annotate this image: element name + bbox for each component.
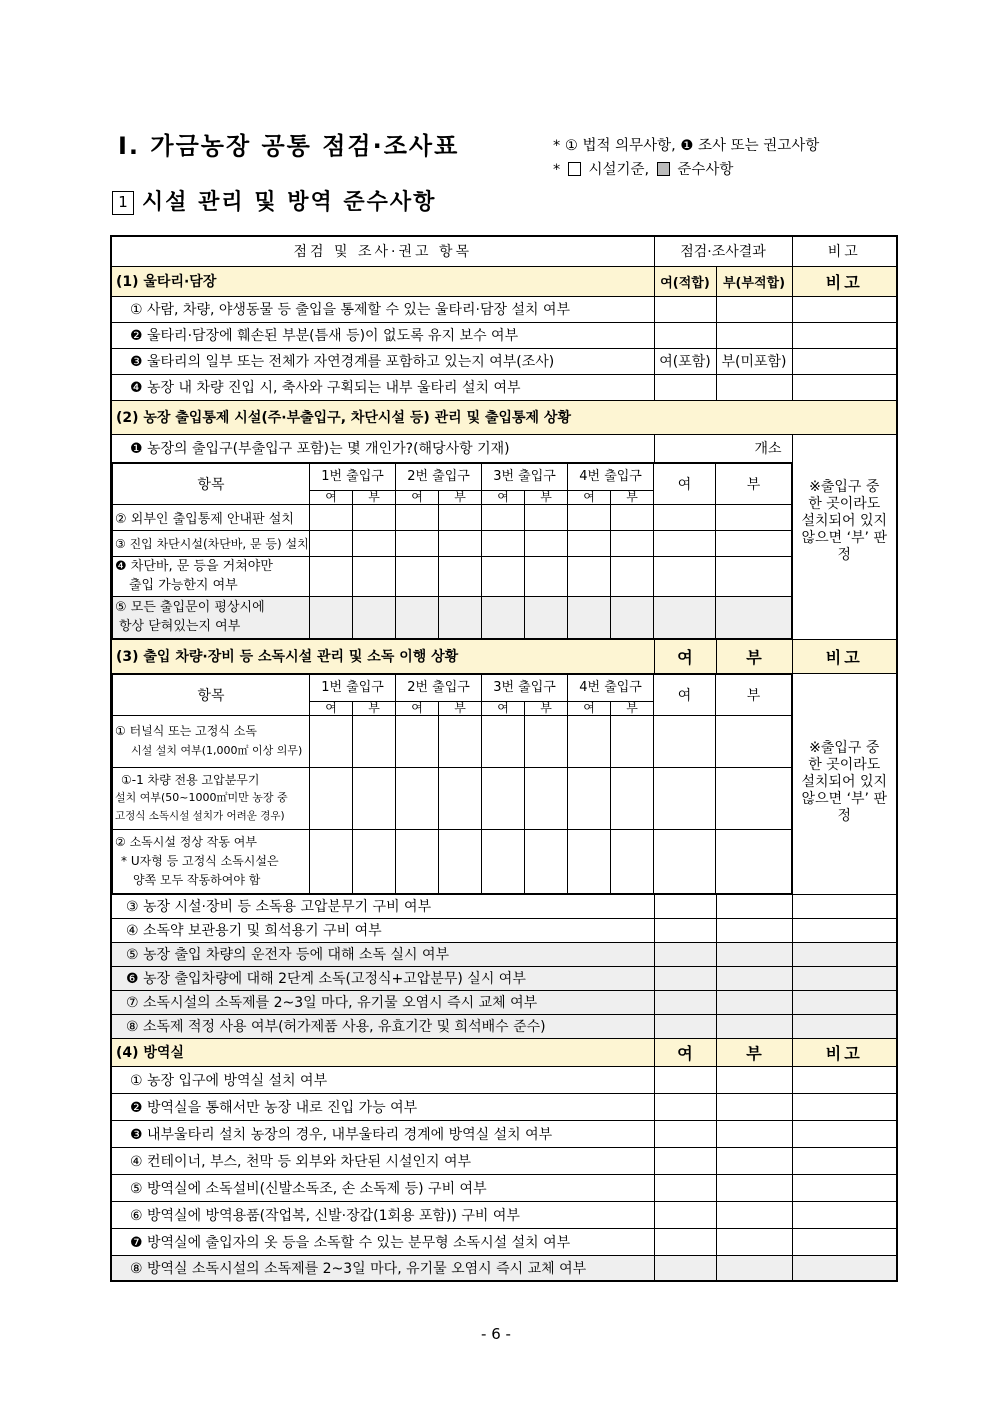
s2-cell[interactable] bbox=[439, 596, 482, 638]
s3-no-cell[interactable] bbox=[716, 942, 792, 966]
s3-grid-row bbox=[111, 673, 897, 894]
s3-remark-cell[interactable] bbox=[792, 942, 897, 966]
s3-cell[interactable] bbox=[654, 767, 716, 829]
s1-item-4: ❹ 농장 내 차량 진입 시, 축사와 구획되는 내부 울타리 설치 여부 bbox=[111, 374, 654, 400]
s2-cell[interactable] bbox=[568, 504, 611, 530]
s3-gate-3: 3번 출입구 bbox=[482, 674, 568, 701]
s3-cell[interactable] bbox=[310, 829, 353, 893]
s2-cell[interactable] bbox=[716, 504, 792, 530]
s2-cell[interactable] bbox=[525, 530, 568, 556]
s3-no-cell[interactable] bbox=[716, 1014, 792, 1038]
section-1-no: 부(부적합) bbox=[716, 266, 792, 296]
s2-cell[interactable] bbox=[482, 504, 525, 530]
legend-facility-standard: 시설기준, bbox=[583, 162, 654, 178]
s2-item-4 bbox=[113, 556, 310, 596]
s3-col-item: 항목 bbox=[113, 674, 310, 715]
s3-cell[interactable] bbox=[611, 767, 654, 829]
s2-cell[interactable] bbox=[611, 530, 654, 556]
s4-no-cell[interactable] bbox=[716, 1147, 792, 1174]
section-4-remark: 비고 bbox=[792, 1038, 897, 1066]
s2-gate-count-question: ❶ 농장의 출입구(부출입구 포함)는 몇 개인가?(해당사항 기재) bbox=[111, 434, 654, 462]
s4-remark-cell[interactable] bbox=[792, 1228, 897, 1255]
s4-remark-cell[interactable] bbox=[792, 1093, 897, 1120]
s2-cell[interactable] bbox=[482, 556, 525, 596]
s4-remark-cell[interactable] bbox=[792, 1174, 897, 1201]
s1-yes-cell[interactable] bbox=[654, 322, 716, 348]
s3-cell[interactable] bbox=[716, 767, 792, 829]
s4-yes-cell[interactable] bbox=[654, 1120, 716, 1147]
s3-gate-4: 4번 출입구 bbox=[568, 674, 654, 701]
section-1-yes: 여(적합) bbox=[654, 266, 716, 296]
s4-item-3: ❸ 내부울타리 설치 농장의 경우, 내부울타리 경계에 방역실 설치 여부 bbox=[111, 1120, 654, 1147]
s3-item-1-1-line-2: 설치 여부(50~1000㎡미만 농장 중 bbox=[115, 791, 288, 804]
s2-cell[interactable] bbox=[654, 556, 716, 596]
s4-item-2: ❷ 방역실을 통해서만 농장 내로 진입 가능 여부 bbox=[111, 1093, 654, 1120]
s3-cell[interactable] bbox=[568, 829, 611, 893]
table-row bbox=[113, 530, 792, 556]
table-row bbox=[111, 942, 897, 966]
s3-item-4: ④ 소독약 보관용기 및 희석용기 구비 여부 bbox=[111, 918, 654, 942]
s4-remark-cell[interactable] bbox=[792, 1255, 897, 1281]
s3-cell[interactable] bbox=[654, 829, 716, 893]
s4-yes-cell[interactable] bbox=[654, 1228, 716, 1255]
s3-yn-yes: 여 bbox=[310, 701, 353, 715]
s2-yn-yes: 여 bbox=[310, 490, 353, 504]
s3-cell[interactable] bbox=[482, 715, 525, 767]
s4-remark-cell[interactable] bbox=[792, 1201, 897, 1228]
s2-yn-yes: 여 bbox=[396, 490, 439, 504]
table-row bbox=[111, 1120, 897, 1147]
s2-cell[interactable] bbox=[716, 596, 792, 638]
s2-item-3: ③ 진입 차단시설(차단바, 문 등) 설치 bbox=[113, 530, 310, 556]
s1-no-cell[interactable] bbox=[716, 296, 792, 322]
s3-note: ※출입구 중 한 곳이라도 설치되어 있지 않으면 ‘부’ 판정 bbox=[792, 673, 897, 894]
white-square-icon bbox=[568, 162, 581, 176]
s3-item-1-1-line-3: 고정식 소독시설 설치가 어려운 경우) bbox=[115, 810, 285, 822]
s2-cell[interactable] bbox=[568, 596, 611, 638]
table-row bbox=[111, 434, 897, 462]
s2-cell[interactable] bbox=[353, 596, 396, 638]
table-row bbox=[111, 1255, 897, 1281]
s3-yes-cell[interactable] bbox=[654, 990, 716, 1014]
section-4-title: (4) 방역실 bbox=[111, 1038, 654, 1066]
s1-remark-cell[interactable] bbox=[792, 348, 897, 374]
s3-item-1-line-1: ① 터널식 또는 고정식 소독 bbox=[115, 724, 257, 738]
s2-item-2: ② 외부인 출입통제 안내판 설치 bbox=[113, 504, 310, 530]
table-row bbox=[113, 596, 792, 638]
s3-item-1-line-2: 시설 설치 여부(1,000㎡ 이상 의무) bbox=[131, 744, 303, 757]
section-title-text: 시설 관리 및 방역 준수사항 bbox=[142, 190, 437, 215]
legend-compliance: 준수사항 bbox=[672, 162, 734, 178]
s4-item-1: ① 농장 입구에 방역실 설치 여부 bbox=[111, 1066, 654, 1093]
s4-no-cell[interactable] bbox=[716, 1066, 792, 1093]
s3-remark-cell[interactable] bbox=[792, 966, 897, 990]
s3-no-cell[interactable] bbox=[716, 990, 792, 1014]
s4-remark-cell[interactable] bbox=[792, 1147, 897, 1174]
s2-gate-4: 4번 출입구 bbox=[568, 463, 654, 490]
s4-yes-cell[interactable] bbox=[654, 1093, 716, 1120]
s3-yes-cell[interactable] bbox=[654, 918, 716, 942]
s4-yes-cell[interactable] bbox=[654, 1147, 716, 1174]
s3-item-2 bbox=[113, 829, 310, 893]
s2-gate-header bbox=[113, 463, 792, 490]
s4-no-cell[interactable] bbox=[716, 1255, 792, 1281]
s3-yn-no: 부 bbox=[439, 701, 482, 715]
s4-no-cell[interactable] bbox=[716, 1093, 792, 1120]
s2-yn-no: 부 bbox=[611, 490, 654, 504]
s3-cell[interactable] bbox=[482, 829, 525, 893]
s2-item-5-line-1: ⑤ 모든 출입문이 평상시에 bbox=[115, 600, 265, 615]
gray-square-icon bbox=[657, 162, 670, 176]
s2-gate-count-unit[interactable]: 개소 bbox=[654, 434, 792, 462]
s2-col-no: 부 bbox=[716, 463, 792, 504]
s3-cell[interactable] bbox=[396, 829, 439, 893]
s1-item-1: ① 사람, 차량, 야생동물 등 출입을 통제할 수 있는 울타리·담장 설치 여부 bbox=[111, 296, 654, 322]
table-row bbox=[111, 1174, 897, 1201]
s2-cell[interactable] bbox=[716, 530, 792, 556]
s3-cell[interactable] bbox=[654, 715, 716, 767]
s2-item-4-line-2: 출입 가능한지 여부 bbox=[129, 578, 238, 593]
s3-item-1 bbox=[113, 715, 310, 767]
s2-cell[interactable] bbox=[396, 556, 439, 596]
s4-item-7: ❼ 방역실에 출입자의 옷 등을 소독할 수 있는 분무형 소독시설 설치 여부 bbox=[111, 1228, 654, 1255]
s2-gate-grid bbox=[112, 463, 792, 639]
s3-cell[interactable] bbox=[439, 715, 482, 767]
section-title bbox=[112, 185, 436, 216]
s3-no-cell[interactable] bbox=[716, 894, 792, 918]
s2-item-5 bbox=[113, 596, 310, 638]
s4-yes-cell[interactable] bbox=[654, 1201, 716, 1228]
s2-cell[interactable] bbox=[396, 530, 439, 556]
s4-no-cell[interactable] bbox=[716, 1228, 792, 1255]
s2-grid-cell bbox=[111, 462, 792, 639]
s3-cell[interactable] bbox=[396, 715, 439, 767]
s2-col-yes: 여 bbox=[654, 463, 716, 504]
section-3-remark: 비고 bbox=[792, 639, 897, 673]
s3-cell[interactable] bbox=[525, 715, 568, 767]
s3-grid-cell bbox=[111, 673, 792, 894]
table-header-row bbox=[111, 236, 897, 266]
s2-cell[interactable] bbox=[396, 504, 439, 530]
s3-item-5: ⑤ 농장 출입 차량의 운전자 등에 대해 소독 실시 여부 bbox=[111, 942, 654, 966]
section-2-header bbox=[111, 400, 897, 434]
s4-no-cell[interactable] bbox=[716, 1174, 792, 1201]
s4-yes-cell[interactable] bbox=[654, 1255, 716, 1281]
table-row bbox=[111, 1093, 897, 1120]
section-3-no: 부 bbox=[716, 639, 792, 673]
s2-cell[interactable] bbox=[654, 530, 716, 556]
s3-item-6: ❻ 농장 출입차량에 대해 2단계 소독(고정식+고압분무) 실시 여부 bbox=[111, 966, 654, 990]
s2-cell[interactable] bbox=[716, 556, 792, 596]
s1-yes-cell[interactable] bbox=[654, 374, 716, 400]
s2-grid-row bbox=[111, 462, 897, 639]
s3-gate-1: 1번 출입구 bbox=[310, 674, 396, 701]
s3-cell[interactable] bbox=[716, 715, 792, 767]
table-row bbox=[111, 990, 897, 1014]
s3-item-8: ⑧ 소독제 적정 사용 여부(허가제품 사용, 유효기간 및 희석배수 준수) bbox=[111, 1014, 654, 1038]
section-3-header bbox=[111, 639, 897, 673]
table-row bbox=[111, 374, 897, 400]
s2-cell[interactable] bbox=[439, 556, 482, 596]
s3-remark-cell[interactable] bbox=[792, 1014, 897, 1038]
s3-cell[interactable] bbox=[568, 767, 611, 829]
s3-remark-cell[interactable] bbox=[792, 990, 897, 1014]
s1-remark-cell[interactable] bbox=[792, 296, 897, 322]
s3-cell[interactable] bbox=[611, 715, 654, 767]
s2-cell[interactable] bbox=[310, 556, 353, 596]
s2-cell[interactable] bbox=[482, 596, 525, 638]
table-row bbox=[111, 1066, 897, 1093]
s2-cell[interactable] bbox=[568, 556, 611, 596]
s1-item-3: ❸ 울타리의 일부 또는 전체가 자연경계를 포함하고 있는지 여부(조사) bbox=[111, 348, 654, 374]
s4-yes-cell[interactable] bbox=[654, 1174, 716, 1201]
table-row bbox=[113, 556, 792, 596]
s2-cell[interactable] bbox=[353, 556, 396, 596]
section-1-title: (1) 울타리·담장 bbox=[111, 266, 654, 296]
s3-yes-cell[interactable] bbox=[654, 894, 716, 918]
s3-col-no: 부 bbox=[716, 674, 792, 715]
s4-item-8: ⑧ 방역실 소독시설의 소독제를 2~3일 마다, 유기물 오염시 즉시 교체 여부 bbox=[111, 1255, 654, 1281]
table-row bbox=[113, 767, 792, 829]
s3-cell[interactable] bbox=[611, 829, 654, 893]
table-row bbox=[111, 322, 897, 348]
s4-remark-cell[interactable] bbox=[792, 1120, 897, 1147]
s4-yes-cell[interactable] bbox=[654, 1066, 716, 1093]
section-3-title: (3) 출입 차량·장비 등 소독시설 관리 및 소독 이행 상황 bbox=[111, 639, 654, 673]
table-row bbox=[111, 918, 897, 942]
s2-item-5-line-2: 항상 닫혀있는지 여부 bbox=[119, 619, 241, 634]
s3-item-2-line-1: ② 소독시설 정상 작동 여부 bbox=[115, 834, 257, 849]
s2-cell[interactable] bbox=[611, 556, 654, 596]
s2-cell[interactable] bbox=[654, 504, 716, 530]
s4-no-cell[interactable] bbox=[716, 1201, 792, 1228]
s4-remark-cell[interactable] bbox=[792, 1066, 897, 1093]
section-2-title: (2) 농장 출입통제 시설(주·부출입구, 차단시설 등) 관리 및 출입통제 상황 bbox=[111, 400, 897, 434]
s1-no-cell[interactable] bbox=[716, 322, 792, 348]
s2-cell[interactable] bbox=[482, 530, 525, 556]
legend-line-2 bbox=[553, 158, 819, 182]
s2-gate-3: 3번 출입구 bbox=[482, 463, 568, 490]
table-row bbox=[113, 715, 792, 767]
s3-cell[interactable] bbox=[482, 767, 525, 829]
s1-remark-cell[interactable] bbox=[792, 374, 897, 400]
s1-yes-cell[interactable] bbox=[654, 296, 716, 322]
s2-cell[interactable] bbox=[310, 530, 353, 556]
document-title: I. 가금농장 공통 점검·조사표 bbox=[118, 132, 460, 160]
legend-bullet: * bbox=[553, 162, 565, 178]
s2-cell[interactable] bbox=[525, 556, 568, 596]
s4-item-4: ④ 컨테이너, 부스, 천막 등 외부와 차단된 시설인지 여부 bbox=[111, 1147, 654, 1174]
s2-cell[interactable] bbox=[654, 596, 716, 638]
s4-no-cell[interactable] bbox=[716, 1120, 792, 1147]
s3-cell[interactable] bbox=[525, 767, 568, 829]
s3-yes-cell[interactable] bbox=[654, 1014, 716, 1038]
table-row bbox=[111, 1228, 897, 1255]
table-row bbox=[111, 1147, 897, 1174]
s3-cell[interactable] bbox=[353, 829, 396, 893]
s3-yn-yes: 여 bbox=[568, 701, 611, 715]
section-3-yes: 여 bbox=[654, 639, 716, 673]
s3-item-7: ⑦ 소독시설의 소독제를 2~3일 마다, 유기물 오염시 즉시 교체 여부 bbox=[111, 990, 654, 1014]
s3-cell[interactable] bbox=[353, 715, 396, 767]
s2-gate-2: 2번 출입구 bbox=[396, 463, 482, 490]
page-number: - 6 - bbox=[481, 1325, 511, 1343]
s2-cell[interactable] bbox=[353, 504, 396, 530]
s1-item-2: ❷ 울타리·담장에 훼손된 부분(틈새 등)이 없도록 유지 보수 여부 bbox=[111, 322, 654, 348]
s3-yn-no: 부 bbox=[353, 701, 396, 715]
section-4-header bbox=[111, 1038, 897, 1066]
s3-item-1-1-line-1: ①-1 차량 전용 고압분무기 bbox=[121, 773, 260, 787]
s3-yn-no: 부 bbox=[611, 701, 654, 715]
s2-yn-no: 부 bbox=[439, 490, 482, 504]
s2-cell[interactable] bbox=[611, 596, 654, 638]
table-row bbox=[111, 1014, 897, 1038]
s2-cell[interactable] bbox=[439, 504, 482, 530]
s3-remark-cell[interactable] bbox=[792, 918, 897, 942]
s3-no-cell[interactable] bbox=[716, 918, 792, 942]
s1-row3-yes[interactable]: 여(포함) bbox=[654, 348, 716, 374]
s3-item-2-line-3: 양쪽 모두 작동하여야 함 bbox=[133, 872, 261, 887]
s2-gate-1: 1번 출입구 bbox=[310, 463, 396, 490]
s3-cell[interactable] bbox=[525, 829, 568, 893]
s3-yn-yes: 여 bbox=[482, 701, 525, 715]
s3-col-yes: 여 bbox=[654, 674, 716, 715]
section-number-box: 1 bbox=[112, 191, 134, 215]
s4-item-6: ⑥ 방역실에 방역용품(작업복, 신발·장갑(1회용 포함)) 구비 여부 bbox=[111, 1201, 654, 1228]
s3-item-2-line-2: * U자형 등 고정식 소독시설은 bbox=[121, 853, 279, 868]
s2-item-4-line-1: ❹ 차단바, 문 등을 거쳐야만 bbox=[115, 559, 273, 574]
s3-item-3: ③ 농장 시설·장비 등 소독용 고압분무기 구비 여부 bbox=[111, 894, 654, 918]
s3-gate-header bbox=[113, 674, 792, 701]
section-1-remark: 비고 bbox=[792, 266, 897, 296]
s3-cell[interactable] bbox=[568, 715, 611, 767]
table-row bbox=[113, 829, 792, 893]
s3-cell[interactable] bbox=[310, 715, 353, 767]
s2-cell[interactable] bbox=[439, 530, 482, 556]
s3-cell[interactable] bbox=[439, 767, 482, 829]
s3-cell[interactable] bbox=[439, 829, 482, 893]
s3-cell[interactable] bbox=[353, 767, 396, 829]
s2-cell[interactable] bbox=[353, 530, 396, 556]
s2-yn-yes: 여 bbox=[482, 490, 525, 504]
s2-cell[interactable] bbox=[310, 596, 353, 638]
s2-yn-no: 부 bbox=[525, 490, 568, 504]
section-1-header bbox=[111, 266, 897, 296]
s3-cell[interactable] bbox=[716, 829, 792, 893]
s2-yn-yes: 여 bbox=[568, 490, 611, 504]
s3-no-cell[interactable] bbox=[716, 966, 792, 990]
section-4-no: 부 bbox=[716, 1038, 792, 1066]
s3-gate-grid bbox=[112, 674, 792, 894]
s2-yn-no: 부 bbox=[353, 490, 396, 504]
header-result: 점검·조사결과 bbox=[654, 236, 792, 266]
s4-item-5: ⑤ 방역실에 소독설비(신발소독조, 손 소독제 등) 구비 여부 bbox=[111, 1174, 654, 1201]
table-row bbox=[111, 1201, 897, 1228]
table-row bbox=[111, 348, 897, 374]
s3-cell[interactable] bbox=[310, 767, 353, 829]
legend-line-1: * ① 법적 의무사항, ❶ 조사 또는 권고사항 bbox=[553, 138, 820, 154]
s3-remark-cell[interactable] bbox=[792, 894, 897, 918]
legend bbox=[553, 134, 819, 182]
table-row bbox=[113, 504, 792, 530]
header-remark: 비고 bbox=[792, 236, 897, 266]
inspection-table bbox=[110, 235, 898, 1282]
s3-yes-cell[interactable] bbox=[654, 966, 716, 990]
s3-yn-no: 부 bbox=[525, 701, 568, 715]
s2-cell[interactable] bbox=[611, 504, 654, 530]
header-item: 점검 및 조사·권고 항목 bbox=[111, 236, 654, 266]
s2-note: ※출입구 중 한 곳이라도 설치되어 있지 않으면 ‘부’ 판정 bbox=[792, 434, 897, 639]
s2-cell[interactable] bbox=[396, 596, 439, 638]
table-row bbox=[111, 894, 897, 918]
s2-cell[interactable] bbox=[525, 596, 568, 638]
s2-col-item: 항목 bbox=[113, 463, 310, 504]
s3-yes-cell[interactable] bbox=[654, 942, 716, 966]
s1-row3-no[interactable]: 부(미포함) bbox=[716, 348, 792, 374]
table-row bbox=[111, 966, 897, 990]
s3-gate-2: 2번 출입구 bbox=[396, 674, 482, 701]
table-row bbox=[111, 296, 897, 322]
s2-cell[interactable] bbox=[525, 504, 568, 530]
s1-no-cell[interactable] bbox=[716, 374, 792, 400]
s2-cell[interactable] bbox=[568, 530, 611, 556]
s3-item-1-1 bbox=[113, 767, 310, 829]
s3-cell[interactable] bbox=[396, 767, 439, 829]
s2-cell[interactable] bbox=[310, 504, 353, 530]
section-4-yes: 여 bbox=[654, 1038, 716, 1066]
s3-yn-yes: 여 bbox=[396, 701, 439, 715]
s1-remark-cell[interactable] bbox=[792, 322, 897, 348]
